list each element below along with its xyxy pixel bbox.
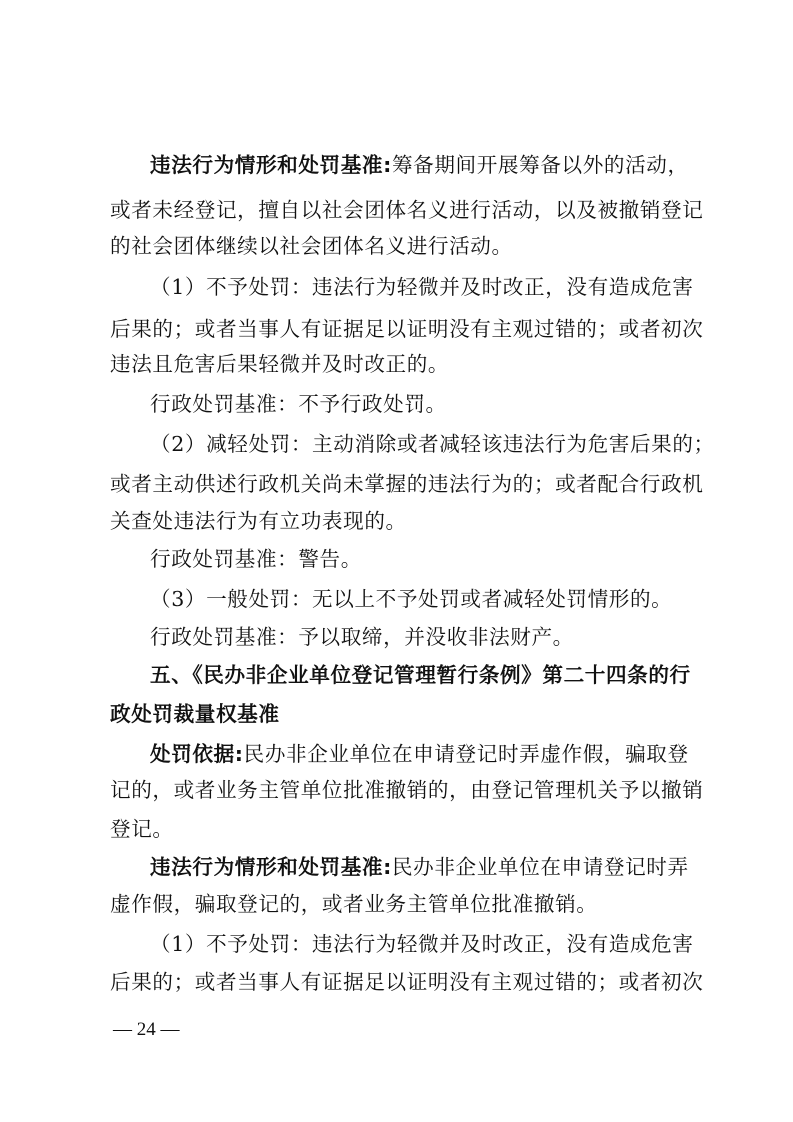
paragraph-heading: 处罚依据: <box>150 742 244 766</box>
section-heading: 五、《民办非企业单位登记管理暂行条例》第二十四条的行 <box>150 663 691 687</box>
page-number: — 24 — <box>113 1019 180 1040</box>
paragraph-line: 的社会团体继续以社会团体名义进行活动。 <box>110 234 513 258</box>
paragraph-text: 筹备期间开展筹备以外的活动， <box>391 153 689 177</box>
paragraph-line: 关查处违法行为有立功表现的。 <box>110 509 407 533</box>
paragraph-line: （1）不予处罚：违法行为轻微并及时改正，没有造成危害 <box>150 275 694 299</box>
paragraph-line: （2）减轻处罚：主动消除或者减轻该违法行为危害后果的； <box>150 432 715 456</box>
paragraph-line: 或者未经登记，擅自以社会团体名义进行活动，以及被撤销登记 <box>110 198 704 222</box>
paragraph-line <box>150 735 690 773</box>
paragraph-text: 民办非企业单位在申请登记时弄 <box>391 855 689 879</box>
paragraph-line: 登记。 <box>110 817 174 841</box>
section-heading: 政处罚裁量权基准 <box>110 702 280 726</box>
paragraph-line: 违法且危害后果轻微并及时改正的。 <box>110 352 450 376</box>
paragraph-line: 后果的；或者当事人有证据足以证明没有主观过错的；或者初次 <box>110 317 704 341</box>
paragraph-line: 记的，或者业务主管单位批准撤销的，由登记管理机关予以撤销 <box>110 778 704 802</box>
paragraph-heading: 违法行为情形和处罚基准: <box>150 855 392 879</box>
paragraph-line: 或者主动供述行政机关尚未掌握的违法行为的；或者配合行政机 <box>110 472 704 496</box>
paragraph-heading: 违法行为情形和处罚基准: <box>150 153 392 177</box>
paragraph-line: 行政处罚基准：不予行政处罚。 <box>150 392 447 416</box>
paragraph-line: （3）一般处罚：无以上不予处罚或者减轻处罚情形的。 <box>150 587 673 611</box>
paragraph-line: 虚作假，骗取登记的，或者业务主管单位批准撤销。 <box>110 892 598 916</box>
paragraph-line: 行政处罚基准：予以取缔，并没收非法财产。 <box>150 625 574 649</box>
paragraph-line: 后果的；或者当事人有证据足以证明没有主观过错的；或者初次 <box>110 970 704 994</box>
paragraph-text: 民办非企业单位在申请登记时弄虚作假，骗取登 <box>243 742 689 766</box>
paragraph-line: 行政处罚基准：警告。 <box>150 547 362 571</box>
paragraph-line <box>150 146 690 184</box>
paragraph-line <box>150 848 690 886</box>
paragraph-line: （1）不予处罚：违法行为轻微并及时改正，没有造成危害 <box>150 932 694 956</box>
